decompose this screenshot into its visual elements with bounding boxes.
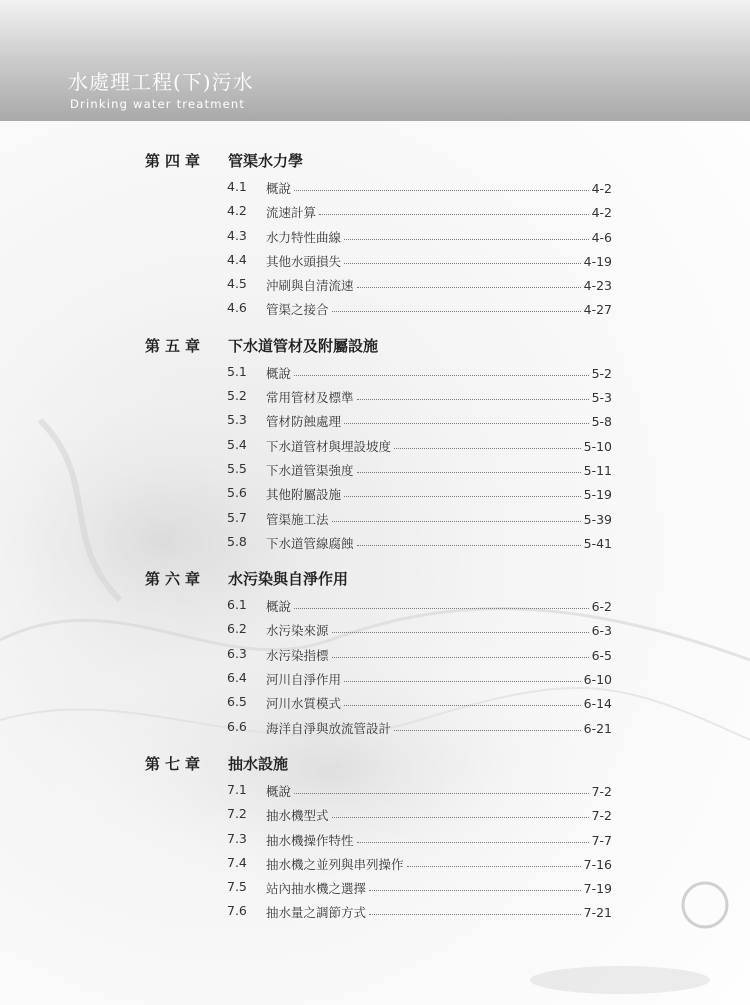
section-title: 河川水質模式: [266, 696, 342, 712]
entry-line: [266, 364, 612, 382]
entry-line: [266, 203, 612, 221]
page-number: 7-7: [591, 832, 612, 848]
chapter-heading: [0, 148, 750, 175]
entry-line: [266, 782, 612, 800]
toc-entry[interactable]: [0, 272, 750, 296]
section-number: 6.3: [227, 645, 247, 661]
page-number: 7-21: [583, 905, 612, 921]
toc-entry[interactable]: [0, 827, 750, 851]
section-number: 7.4: [227, 854, 247, 870]
section-number: 5.4: [227, 436, 247, 452]
section-title: 常用管材及標準: [266, 390, 354, 406]
dot-leader: [357, 462, 581, 473]
toc-entry[interactable]: [0, 778, 750, 802]
page-number: 4-23: [583, 278, 612, 294]
toc-entry[interactable]: [0, 457, 750, 481]
dot-leader: [394, 438, 581, 449]
dot-leader: [332, 647, 589, 658]
page-number: 5-8: [591, 414, 612, 430]
chapter-number: 第四章: [145, 152, 206, 170]
entry-line: [266, 831, 612, 849]
entry-line: [266, 806, 612, 824]
section-title: 其他附屬設施: [266, 487, 342, 503]
book-subtitle: Drinking water treatment: [70, 97, 246, 111]
chapter-number: 第七章: [145, 754, 206, 773]
toc-entry[interactable]: [0, 481, 750, 505]
chapter-title: 水污染與自淨作用: [228, 570, 349, 589]
toc-entry[interactable]: [0, 360, 750, 384]
page-number: 4-2: [591, 205, 612, 221]
chapter-number: 第五章: [145, 336, 206, 355]
entry-line: [266, 461, 612, 479]
dot-leader: [344, 695, 581, 706]
dot-leader: [394, 720, 581, 731]
page-number: 5-41: [583, 535, 612, 551]
dot-leader: [369, 904, 581, 915]
section-number: 5.8: [227, 533, 247, 549]
section-title: 概說: [266, 365, 292, 381]
dot-leader: [332, 511, 581, 522]
dot-leader: [294, 598, 589, 609]
section-number: 6.5: [227, 694, 247, 710]
entry-line: [266, 485, 612, 503]
toc-entry[interactable]: [0, 851, 750, 875]
toc-entry[interactable]: [0, 384, 750, 408]
section-title: 海洋自淨與放流管設計: [266, 720, 392, 736]
dot-leader: [332, 301, 581, 312]
page-number: 5-19: [583, 487, 612, 503]
section-number: 6.6: [227, 718, 247, 734]
page-number: 5-10: [583, 438, 612, 454]
toc-entry[interactable]: [0, 175, 750, 199]
chapter-heading: [0, 333, 750, 360]
toc-entry[interactable]: [0, 506, 750, 530]
section-number: 4.1: [227, 179, 247, 194]
entry-line: [266, 670, 612, 688]
entry-line: [266, 300, 612, 318]
toc-entry[interactable]: [0, 802, 750, 826]
section-title: 下水道管線腐蝕: [266, 535, 354, 551]
book-title: 水處理工程(下)污水: [68, 70, 254, 94]
toc-entry[interactable]: [0, 690, 750, 714]
toc-entry[interactable]: [0, 433, 750, 457]
section-title: 其他水頭損失: [266, 253, 342, 269]
toc-entry[interactable]: [0, 899, 750, 923]
section-number: 4.2: [227, 203, 247, 219]
section-number: 7.5: [227, 879, 247, 895]
dot-leader: [344, 229, 589, 240]
section-title: 管材防蝕處理: [266, 414, 342, 430]
page-number: 6-14: [583, 696, 612, 712]
toc-entry[interactable]: [0, 530, 750, 554]
toc-entry[interactable]: [0, 715, 750, 739]
dot-leader: [319, 204, 589, 215]
section-number: 5.1: [227, 363, 247, 379]
section-number: 7.6: [227, 903, 247, 919]
section-number: 5.7: [227, 509, 247, 525]
entry-line: [266, 646, 612, 664]
dot-leader: [294, 365, 589, 376]
dot-leader: [369, 880, 581, 891]
section-title: 流速計算: [266, 205, 317, 221]
toc-entry[interactable]: [0, 642, 750, 666]
page-number: 6-21: [583, 720, 612, 736]
page-number: 6-5: [591, 647, 612, 663]
toc-entry[interactable]: [0, 296, 750, 320]
page-number: 5-2: [591, 365, 612, 381]
entry-line: [266, 903, 612, 921]
section-title: 抽水機型式: [266, 808, 329, 824]
section-number: 4.3: [227, 227, 247, 243]
page-header-banner: [0, 0, 750, 121]
entry-line: [266, 412, 612, 430]
section-number: 6.2: [227, 621, 247, 637]
toc-chapter: [0, 566, 750, 739]
section-title: 水力特性曲線: [266, 229, 342, 245]
dot-leader: [294, 783, 589, 794]
chapter-heading: [0, 751, 750, 778]
toc-entry[interactable]: [0, 248, 750, 272]
section-title: 下水道管材與埋設坡度: [266, 438, 392, 454]
chapter-title: 管渠水力學: [228, 152, 304, 170]
section-number: 7.2: [227, 806, 247, 822]
page-number: 5-11: [583, 462, 612, 478]
page-number: 7-2: [591, 783, 612, 799]
section-number: 6.4: [227, 670, 247, 686]
section-title: 抽水機之並列與串列操作: [266, 856, 404, 872]
section-title: 沖刷與自清流速: [266, 278, 354, 294]
entry-line: [266, 228, 612, 246]
page-number: 7-19: [583, 881, 612, 897]
section-title: 概說: [266, 783, 292, 799]
section-title: 站內抽水機之選擇: [266, 881, 367, 897]
dot-leader: [357, 535, 581, 546]
toc-entry[interactable]: [0, 593, 750, 617]
chapter-title: 下水道管材及附屬設施: [228, 336, 379, 355]
section-title: 概說: [266, 181, 292, 196]
dot-leader: [407, 856, 581, 867]
entry-line: [266, 855, 612, 873]
page-number: 7-2: [591, 808, 612, 824]
section-title: 下水道管渠強度: [266, 462, 354, 478]
page-number: 4-27: [583, 302, 612, 318]
chapter-number: 第六章: [145, 570, 206, 589]
entry-line: [266, 879, 612, 897]
toc-entry[interactable]: [0, 199, 750, 223]
toc-chapter: [0, 148, 750, 321]
page-number: 6-2: [591, 599, 612, 615]
toc-entry[interactable]: [0, 224, 750, 248]
entry-line: [266, 694, 612, 712]
dot-leader: [344, 671, 581, 682]
page-number: 4-19: [583, 253, 612, 269]
dot-leader: [344, 253, 581, 264]
entry-line: [266, 510, 612, 528]
section-number: 4.4: [227, 251, 247, 267]
section-number: 5.6: [227, 485, 247, 501]
page-number: 4-6: [591, 229, 612, 245]
toc-entry[interactable]: [0, 408, 750, 432]
section-number: 6.1: [227, 597, 247, 613]
section-title: 河川自淨作用: [266, 672, 342, 688]
section-title: 管渠施工法: [266, 511, 329, 527]
toc-entry[interactable]: [0, 617, 750, 641]
section-number: 7.3: [227, 830, 247, 846]
chapter-title: 抽水設施: [228, 754, 289, 773]
dot-leader: [294, 180, 589, 191]
section-title: 水污染來源: [266, 623, 329, 639]
section-number: 4.6: [227, 300, 247, 316]
dot-leader: [357, 389, 589, 400]
dot-leader: [344, 486, 581, 497]
section-number: 5.5: [227, 460, 247, 476]
section-number: 7.1: [227, 781, 247, 797]
page-number: 6-3: [591, 623, 612, 639]
section-title: 水污染指標: [266, 647, 329, 663]
section-title: 管渠之接合: [266, 302, 329, 318]
toc-chapter: [0, 333, 750, 554]
dot-leader: [332, 622, 589, 633]
entry-line: [266, 621, 612, 639]
entry-line: [266, 388, 612, 406]
entry-line: [266, 534, 612, 552]
section-title: 概說: [266, 599, 292, 615]
page-number: 5-3: [591, 390, 612, 406]
entry-line: [266, 179, 612, 197]
entry-line: [266, 252, 612, 270]
section-title: 抽水機操作特性: [266, 832, 354, 848]
page-number: 6-10: [583, 672, 612, 688]
entry-line: [266, 719, 612, 737]
section-title: 抽水量之調節方式: [266, 905, 367, 921]
dot-leader: [344, 413, 589, 424]
section-number: 5.2: [227, 388, 247, 404]
entry-line: [266, 437, 612, 455]
page-number: 5-39: [583, 511, 612, 527]
section-number: 5.3: [227, 412, 247, 428]
page-number: 4-2: [591, 181, 612, 196]
dot-leader: [332, 807, 589, 818]
section-number: 4.5: [227, 276, 247, 292]
page-number: 7-16: [583, 856, 612, 872]
entry-line: [266, 276, 612, 294]
table-of-contents: [0, 148, 750, 936]
toc-entry[interactable]: [0, 875, 750, 899]
dot-leader: [357, 277, 581, 288]
dot-leader: [357, 832, 589, 843]
toc-entry[interactable]: [0, 666, 750, 690]
chapter-heading: [0, 566, 750, 593]
toc-chapter: [0, 751, 750, 924]
entry-line: [266, 597, 612, 615]
